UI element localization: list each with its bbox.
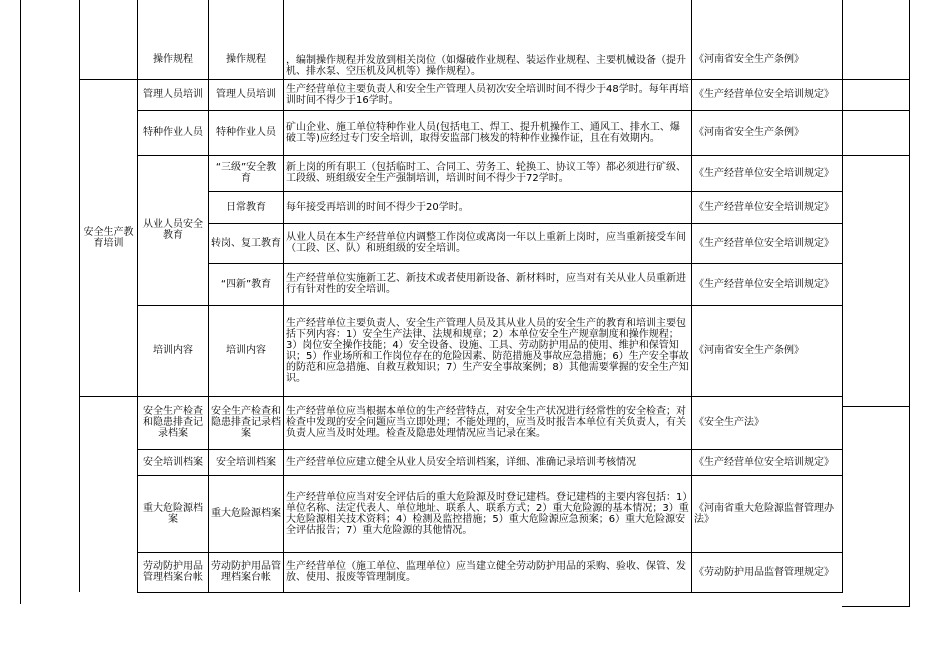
item-cell: 培训内容 [138,305,209,396]
basis-cell: 《河南省重大危险源监督管理办法》 [692,475,843,552]
requirement-cell: 生产经营单位应当对安全评估后的重大危险源及时登记建档。登记建档的主要内容包括：1）单位名称、法定代表人、单位地址、联系人、联系方式；2）重大危险源的基本情况；3）重大危险源相关技术资料；4）检测及监控措施；5）重大危险源应急预案；6）重大危险源安全评估报告；7）重大危险源的其他情况。 [284,475,692,552]
requirement-cell: 生产经营单位主要负责人和安全生产管理人员初次安全培训时间不得少于48学时。每年再培训时间不得少于16学时。 [284,79,692,110]
table-row [80,155,843,191]
table-row [80,110,843,155]
table-row [80,449,843,475]
category-cell: 安全生产教育培训 [80,79,138,396]
subitem-cell: 安全生产检查和隐患排查记录档案 [209,396,284,449]
column-separator [842,79,910,80]
table-row [80,475,843,552]
requirement-cell: 矿山企业、施工单位特种作业人员(包括电工、焊工、提升机操作工、通风工、排水工、爆破工等)应经过专门安全培训，取得安监部门核发的特种作业操作证，且在有效期内。 [284,110,692,155]
subitem-cell: “三级”安全教育 [209,155,284,191]
item-cell: 管理人员培训 [138,79,209,110]
item-cell: 特种作业人员 [138,110,209,155]
category-cell [80,396,138,592]
item-cell: 操作规程 [138,0,209,79]
subitem-cell: 特种作业人员 [209,110,284,155]
subitem-cell: 劳动防护用品管理档案台帐 [209,552,284,592]
subitem-cell: 操作规程 [209,0,284,79]
column-separator [842,606,910,607]
item-cell: 劳动防护用品管理档案台帐 [138,552,209,592]
requirement-cell: 生产经营单位应当根据本单位的生产经营特点，对安全生产状况进行经常性的安全检查；对检查中发现的安全问题应当立即处理；不能处理的，应当及时报告本单位有关负责人，有关负责人应当及时处理。检查及隐患处理情况应当记录在案。 [284,396,692,449]
table-row [80,0,843,79]
basis-cell: 《生产经营单位安全培训规定》 [692,155,843,191]
requirement-cell: 生产经营单位主要负责人、安全生产管理人员及其从业人员的安全生产的教育和培训主要包括下列内容：1）安全生产法律、法规和规章；2）本单位安全生产规章制度和操作规程；3）岗位安全操作技能；4）安全设备、设施、工具、劳动防护用品的使用、维护和保管知识；5）作业场所和工作岗位存在的危险因素、防范措施及事故应急措施；6）生产安全事故的防范和应急措施、自救互救知识；7）生产安全事故案例；8）其他需要掌握的安全生产知识。 [284,305,692,396]
basis-cell: 《河南省安全生产条例》 [692,0,843,79]
requirement-cell: ，编制操作规程并发放到相关岗位（如爆破作业规程、装运作业规程、主要机械设备（提升机、排水泵、空压机及风机等）操作规程）。 [284,0,692,79]
requirement-cell: 从业人员在本生产经营单位内调整工作岗位或离岗一年以上重新上岗时，应当重新接受车间（工段、区、队）和班组级的安全培训。 [284,223,692,263]
basis-cell: 《河南省安全生产条例》 [692,305,843,396]
outer-border-left [20,0,21,604]
requirement-cell: 每年接受再培训的时间不得少于20学时。 [284,191,692,223]
requirement-cell: 新上岗的所有职工（包括临时工、合同工、劳务工、轮换工、协议工等）都必须进行矿级、工段级、班组级安全生产强制培训，培训时间不得少于72学时。 [284,155,692,191]
item-cell: 重大危险源档案 [138,475,209,552]
outer-border-right [909,0,910,607]
basis-cell: 《生产经营单位安全培训规定》 [692,191,843,223]
basis-cell: 《生产经营单位安全培训规定》 [692,223,843,263]
subitem-cell: “四新”教育 [209,263,284,305]
regulation-table [79,0,843,593]
requirement-cell: 生产经营单位（施工单位、监理单位）应当建立健全劳动防护用品的采购、验收、保管、发放、使用、报废等管理制度。 [284,552,692,592]
basis-cell: 《生产经营单位安全培训规定》 [692,263,843,305]
subitem-cell: 转岗、复工教育 [209,223,284,263]
item-cell: 安全培训档案 [138,449,209,475]
subitem-cell: 培训内容 [209,305,284,396]
subitem-cell: 管理人员培训 [209,79,284,110]
table-row [80,79,843,110]
category-cell [80,0,138,79]
table-row [80,305,843,396]
column-separator [842,406,910,407]
basis-cell: 《安全生产法》 [692,396,843,449]
column-separator [842,110,910,111]
requirement-cell: 生产经营单位应建立健全从业人员安全培训档案，详细、准确记录培训考核情况 [284,449,692,475]
item-cell: 从业人员安全教育 [138,155,209,305]
basis-cell: 《劳动防护用品监督管理规定》 [692,552,843,592]
table-row [80,396,843,449]
subitem-cell: 日常教育 [209,191,284,223]
basis-cell: 《生产经营单位安全培训规定》 [692,79,843,110]
subitem-cell: 安全培训档案 [209,449,284,475]
requirement-cell: 生产经营单位实施新工艺、新技术或者使用新设备、新材料时，应当对有关从业人员重新进行有针对性的安全培训。 [284,263,692,305]
basis-cell: 《生产经营单位安全培训规定》 [692,449,843,475]
column-separator [842,155,910,156]
subitem-cell: 重大危险源档案 [209,475,284,552]
item-cell: 安全生产检查和隐患排查记录档案 [138,396,209,449]
basis-cell: 《河南省安全生产条例》 [692,110,843,155]
table-row [80,552,843,592]
